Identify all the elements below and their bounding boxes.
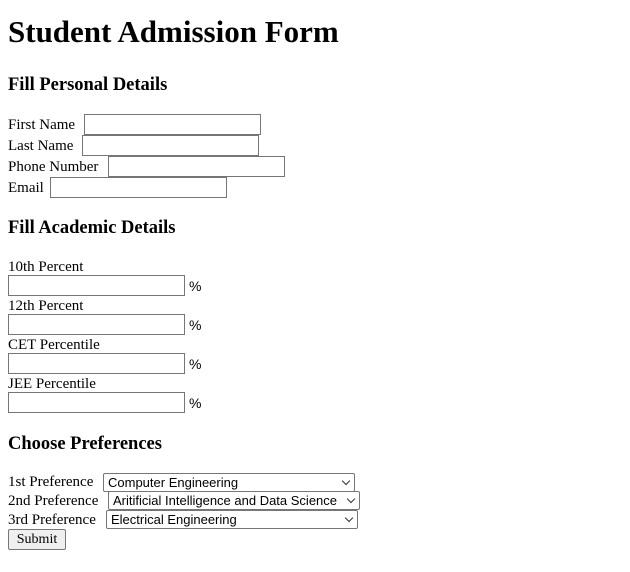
first-preference-label: 1st Preference (8, 474, 94, 490)
phone-number-input[interactable] (108, 156, 285, 177)
twelfth-percent-unit: % (189, 317, 202, 333)
third-preference-label: 3rd Preference (8, 512, 96, 528)
twelfth-percent-label: 12th Percent (8, 298, 84, 314)
chevron-down-icon (342, 477, 350, 485)
email-input[interactable] (50, 177, 227, 198)
chevron-down-icon (347, 495, 355, 503)
second-preference-value: Aritificial Intelligence and Data Science (113, 493, 338, 508)
phone-number-label: Phone Number (8, 159, 99, 175)
first-name-label: First Name (8, 117, 76, 133)
preferences-heading: Choose Preferences (8, 434, 162, 454)
jee-percentile-unit: % (189, 395, 202, 411)
tenth-percent-input[interactable] (8, 275, 185, 296)
tenth-percent-label: 10th Percent (8, 259, 84, 275)
last-name-input[interactable] (82, 135, 259, 156)
personal-details-heading: Fill Personal Details (8, 75, 168, 95)
cet-percentile-input[interactable] (8, 353, 185, 374)
cet-percentile-label: CET Percentile (8, 337, 100, 353)
chevron-down-icon (345, 514, 353, 522)
second-preference-label: 2nd Preference (8, 493, 99, 509)
tenth-percent-unit: % (189, 278, 202, 294)
page-title: Student Admission Form (8, 14, 339, 49)
third-preference-value: Electrical Engineering (111, 512, 237, 527)
academic-details-heading: Fill Academic Details (8, 218, 176, 238)
third-preference-select[interactable] (106, 510, 358, 529)
twelfth-percent-input[interactable] (8, 314, 185, 335)
jee-percentile-label: JEE Percentile (8, 376, 96, 392)
cet-percentile-unit: % (189, 356, 202, 372)
first-preference-value: Computer Engineering (108, 475, 239, 490)
second-preference-select[interactable] (108, 491, 360, 510)
last-name-label: Last Name (8, 138, 74, 154)
first-name-input[interactable] (84, 114, 261, 135)
jee-percentile-input[interactable] (8, 392, 185, 413)
submit-button[interactable]: Submit (8, 529, 66, 550)
email-label: Email (8, 180, 44, 196)
first-preference-select[interactable] (103, 473, 355, 492)
